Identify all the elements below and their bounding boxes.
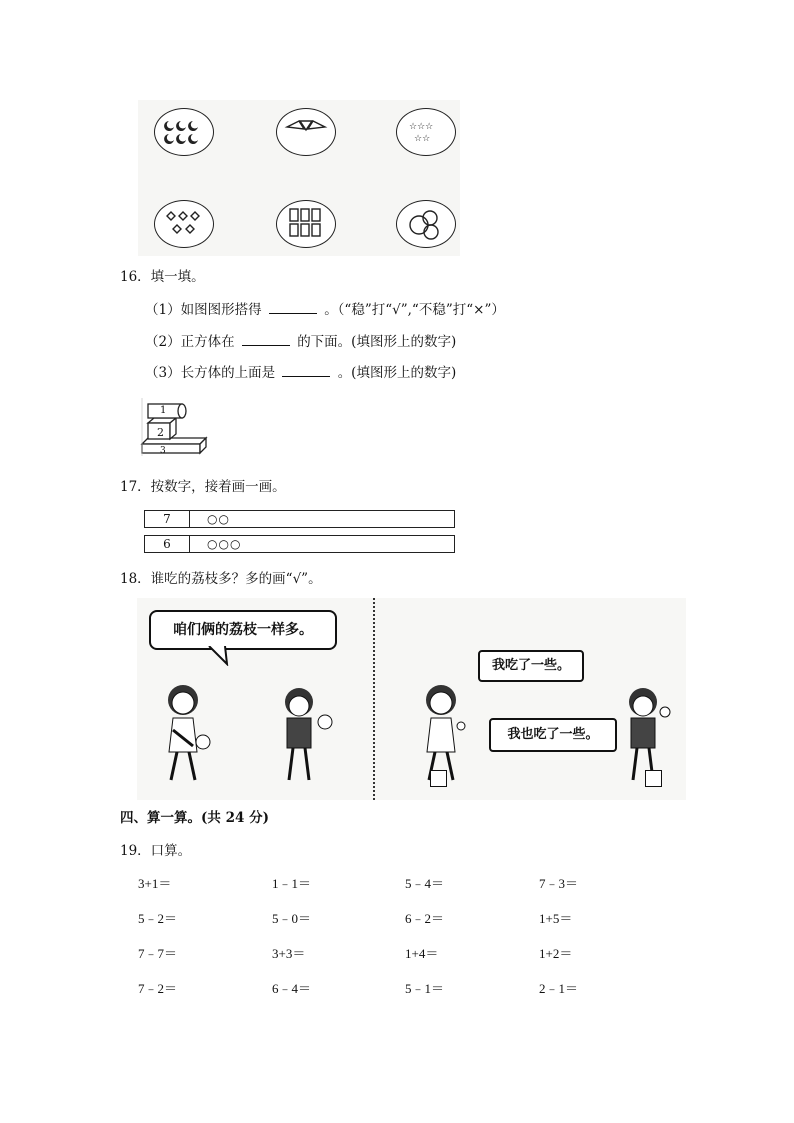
svg-text:☆☆☆: ☆☆☆ (409, 122, 434, 132)
panel-divider (373, 598, 375, 800)
answer-box-girl[interactable] (430, 770, 447, 787)
q17-title: 17．按数字，接着画一画。 (120, 479, 286, 495)
fan-shape-icon (277, 109, 335, 155)
svg-text:☆☆: ☆☆ (414, 134, 431, 144)
draw-row-6[interactable] (144, 535, 455, 553)
stacked-shapes-figure (140, 396, 210, 458)
math-problem: 7﹣7＝ (138, 946, 178, 961)
rectangle-icon (277, 201, 335, 247)
math-problem: 6﹣2＝ (405, 911, 445, 926)
oval-fans (276, 108, 336, 156)
shape-label-1: 1 (160, 405, 167, 416)
girl-figure-left (157, 680, 217, 788)
section-4-title: 四、算一算。(共 24 分) (120, 810, 269, 826)
row-number: 7 (145, 511, 190, 527)
lychee-illustration (137, 598, 686, 800)
speech-text-right-bottom: 我也吃了一些。 (507, 727, 599, 742)
speech-bubble-right-bottom (489, 718, 617, 752)
q16-line2 (145, 334, 456, 350)
math-problem: 5﹣1＝ (405, 981, 445, 996)
oval-stars (396, 108, 456, 156)
q16-line3 (145, 365, 456, 381)
shape-label-2: 2 (157, 426, 164, 439)
q16-answer-blank-1[interactable] (269, 302, 317, 314)
bubble-tail (207, 646, 237, 666)
q16-line1-prefix: （1）如图图形搭得 (145, 302, 262, 318)
math-problem: 3+1＝ (138, 876, 172, 891)
q16-line1-suffix: 。（“稳”打“√”,“不稳”打“×”） (324, 302, 505, 318)
q18-title: 18．谁吃的荔枝多？多的画“√”。 (120, 571, 322, 587)
math-problem: 6﹣4＝ (272, 981, 312, 996)
circle-icon (397, 201, 455, 247)
row-circles: ○○○ (207, 537, 242, 551)
oval-moons (154, 108, 214, 156)
oval-rectangles (276, 200, 336, 248)
math-problem: 1+2＝ (539, 946, 573, 961)
draw-row-7[interactable] (144, 510, 455, 528)
math-problem: 1+4＝ (405, 946, 439, 961)
stacked-shapes-drawing (140, 396, 210, 458)
math-problem: 5﹣0＝ (272, 911, 312, 926)
math-problem: 3+3＝ (272, 946, 306, 961)
math-problem: 7﹣2＝ (138, 981, 178, 996)
shape-label-3: 3 (160, 446, 166, 456)
q16-title: 16．填一填。 (120, 269, 205, 285)
math-problem: 2﹣1＝ (539, 981, 579, 996)
q16-answer-blank-3[interactable] (282, 365, 330, 377)
math-problem: 5﹣4＝ (405, 876, 445, 891)
math-problem: 1+5＝ (539, 911, 573, 926)
star-icon (397, 109, 455, 155)
answer-box-boy[interactable] (645, 770, 662, 787)
shapes-image (138, 100, 460, 256)
speech-bubble-left (149, 610, 337, 650)
q16-line3-prefix: （3）长方体的上面是 (145, 365, 276, 381)
speech-text-right-top: 我吃了一些。 (491, 658, 570, 673)
math-problem: 5﹣2＝ (138, 911, 178, 926)
diamond-icon (155, 201, 213, 247)
q19-title: 19．口算。 (120, 843, 192, 859)
boy-figure-left (277, 682, 337, 788)
moon-icon (155, 109, 213, 155)
q16-line3-suffix: 。(填图形上的数字) (337, 365, 457, 381)
row-number: 6 (145, 536, 190, 552)
oval-circles (396, 200, 456, 248)
speech-bubble-right-top (478, 650, 584, 682)
math-problem: 1﹣1＝ (272, 876, 312, 891)
q16-line1 (145, 302, 505, 318)
q16-line2-suffix: 的下面。(填图形上的数字) (297, 334, 457, 350)
oval-diamonds (154, 200, 214, 248)
math-problem: 7﹣3＝ (539, 876, 579, 891)
q16-line2-prefix: （2）正方体在 (145, 334, 235, 350)
speech-text-left: 咱们俩的荔枝一样多。 (173, 622, 313, 638)
q16-answer-blank-2[interactable] (242, 334, 290, 346)
row-circles: ○○ (207, 512, 230, 526)
